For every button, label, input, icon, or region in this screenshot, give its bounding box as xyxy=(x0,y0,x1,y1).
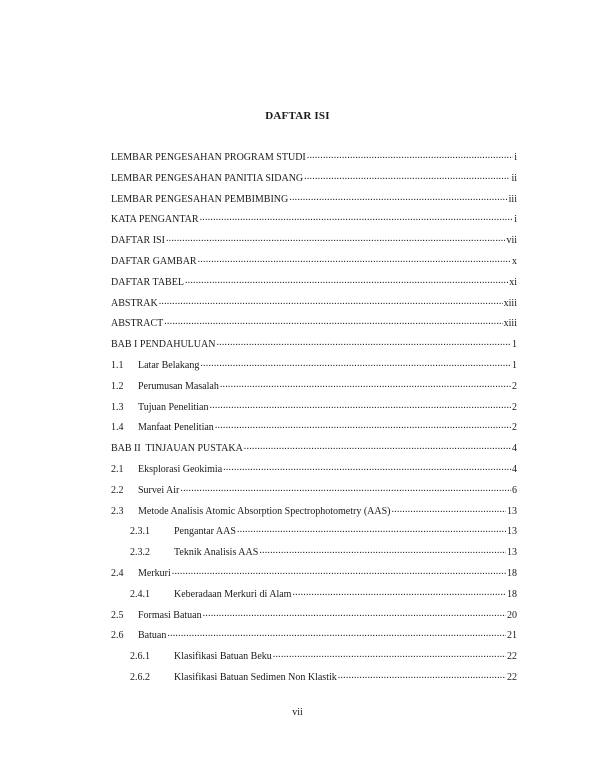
toc-label: Klasifikasi Batuan Beku xyxy=(174,651,272,663)
dot-leader xyxy=(200,358,511,368)
toc-label: Manfaat Penelitian xyxy=(138,422,214,434)
dot-leader xyxy=(198,254,511,264)
dot-leader xyxy=(237,524,506,534)
dot-leader xyxy=(166,233,506,243)
dot-leader xyxy=(223,462,511,472)
toc-entry xyxy=(111,150,517,171)
toc-number: 2.3 xyxy=(111,505,124,517)
dot-leader xyxy=(307,150,513,160)
toc-page: 2 xyxy=(512,422,517,434)
toc-page: 22 xyxy=(507,651,517,663)
page-number: vii xyxy=(292,707,303,718)
toc-number: 2.1 xyxy=(111,463,124,475)
toc-page: 4 xyxy=(512,443,517,455)
toc-number: 2.6.1 xyxy=(130,651,150,663)
toc-section xyxy=(111,358,517,379)
toc-label: LEMBAR PENGESAHAN PANITIA SIDANG xyxy=(111,172,304,184)
toc-chapter xyxy=(111,441,517,462)
toc-subsection xyxy=(111,649,517,670)
toc-page: 4 xyxy=(512,463,517,475)
dot-leader xyxy=(220,379,511,389)
dot-leader xyxy=(185,275,508,285)
toc-entry xyxy=(111,171,517,192)
dot-leader xyxy=(164,316,502,326)
toc-label: Survei Air xyxy=(138,484,180,496)
toc-page: xiii xyxy=(503,297,517,309)
toc-label: Merkuri xyxy=(138,567,171,579)
toc-section xyxy=(111,566,517,587)
toc-page: i xyxy=(514,214,517,226)
toc-number: 2.6 xyxy=(111,630,124,642)
toc-number: 2.2 xyxy=(111,484,124,496)
toc-page: 1 xyxy=(512,339,517,351)
toc-entry xyxy=(111,254,517,275)
toc-label: Batuan xyxy=(138,630,167,642)
toc-entry xyxy=(111,275,517,296)
toc-label: Formasi Batuan xyxy=(138,609,202,621)
toc-number: 2.5 xyxy=(111,609,124,621)
toc-label: Pengantar AAS xyxy=(174,526,236,538)
toc-label: BAB I PENDAHULUAN xyxy=(111,339,216,351)
toc-number: 2.3.2 xyxy=(130,547,150,559)
toc-label: DAFTAR GAMBAR xyxy=(111,255,197,267)
toc-page: 20 xyxy=(507,609,517,621)
toc-number: 2.4 xyxy=(111,567,124,579)
dot-leader xyxy=(215,420,511,430)
toc-section xyxy=(111,462,517,483)
dot-leader xyxy=(159,296,503,306)
dot-leader xyxy=(167,628,506,638)
toc-entry xyxy=(111,233,517,254)
toc-page: vii xyxy=(506,235,517,247)
toc-subsection xyxy=(111,524,517,545)
toc-number: 2.4.1 xyxy=(130,588,150,600)
toc-page: 2 xyxy=(512,401,517,413)
toc-entry xyxy=(111,192,517,213)
toc-section xyxy=(111,628,517,649)
toc-label: Keberadaan Merkuri di Alam xyxy=(174,588,292,600)
toc-chapter xyxy=(111,337,517,358)
toc-number: 1.1 xyxy=(111,359,124,371)
dot-leader xyxy=(292,587,506,597)
toc-page: 13 xyxy=(507,505,517,517)
toc-page: xi xyxy=(509,276,517,288)
toc-page: 18 xyxy=(507,567,517,579)
toc-page: ii xyxy=(511,172,517,184)
toc-label: DAFTAR TABEL xyxy=(111,276,184,288)
dot-leader xyxy=(289,192,507,202)
toc-page: i xyxy=(514,152,517,163)
toc-number: 1.2 xyxy=(111,380,124,392)
toc-number: 1.3 xyxy=(111,401,124,413)
toc-label: LEMBAR PENGESAHAN PEMBIMBING xyxy=(111,193,289,205)
toc-page: 13 xyxy=(507,547,517,559)
toc-page: iii xyxy=(508,193,517,205)
toc-label: Eksplorasi Geokimia xyxy=(138,463,223,475)
toc-label: DAFTAR ISI xyxy=(111,235,165,247)
toc-page: x xyxy=(512,255,517,267)
toc-page: 1 xyxy=(512,359,517,371)
page-title: DAFTAR ISI xyxy=(265,110,330,122)
toc-section xyxy=(111,400,517,421)
toc-label: LEMBAR PENGESAHAN PROGRAM STUDI xyxy=(111,152,306,163)
dot-leader xyxy=(259,545,506,555)
dot-leader xyxy=(244,441,511,451)
toc-number: 1.4 xyxy=(111,422,124,434)
dot-leader xyxy=(391,504,506,514)
toc-label: BAB II TINJAUAN PUSTAKA xyxy=(111,443,243,455)
toc-page: 13 xyxy=(507,526,517,538)
toc-entry xyxy=(111,296,517,317)
toc-label: Perumusan Masalah xyxy=(138,380,219,392)
toc-subsection xyxy=(111,545,517,566)
toc-page: 6 xyxy=(512,484,517,496)
dot-leader xyxy=(273,649,506,659)
toc-label: ABSTRACT xyxy=(111,318,164,330)
toc-label: Latar Belakang xyxy=(138,359,200,371)
toc-section xyxy=(111,483,517,504)
toc-label: Tujuan Penelitian xyxy=(138,401,209,413)
toc-section xyxy=(111,379,517,400)
toc-page: 18 xyxy=(507,588,517,600)
toc-page: xiii xyxy=(503,318,517,330)
dot-leader xyxy=(203,608,506,618)
toc-label: Teknik Analisis AAS xyxy=(174,547,259,559)
dot-leader xyxy=(200,212,514,222)
toc-section xyxy=(111,504,517,525)
table-of-contents xyxy=(111,150,517,691)
toc-label: KATA PENGANTAR xyxy=(111,214,199,226)
toc-section xyxy=(111,608,517,629)
toc-page: 22 xyxy=(507,671,517,683)
dot-leader xyxy=(338,670,506,680)
toc-page: 21 xyxy=(507,630,517,642)
toc-number: 2.3.1 xyxy=(130,526,150,538)
toc-label: ABSTRAK xyxy=(111,297,158,309)
toc-number: 2.6.2 xyxy=(130,671,150,683)
dot-leader xyxy=(209,400,511,410)
toc-subsection xyxy=(111,587,517,608)
toc-page: 2 xyxy=(512,380,517,392)
toc-section xyxy=(111,420,517,441)
toc-label: Klasifikasi Batuan Sedimen Non Klastik xyxy=(174,671,337,683)
toc-label: Metode Analisis Atomic Absorption Spectrophotometry (AAS) xyxy=(138,505,391,517)
dot-leader xyxy=(304,171,510,181)
toc-entry xyxy=(111,212,517,233)
toc-subsection xyxy=(111,670,517,691)
toc-entry xyxy=(111,316,517,337)
dot-leader xyxy=(216,337,511,347)
dot-leader xyxy=(172,566,506,576)
dot-leader xyxy=(180,483,511,493)
